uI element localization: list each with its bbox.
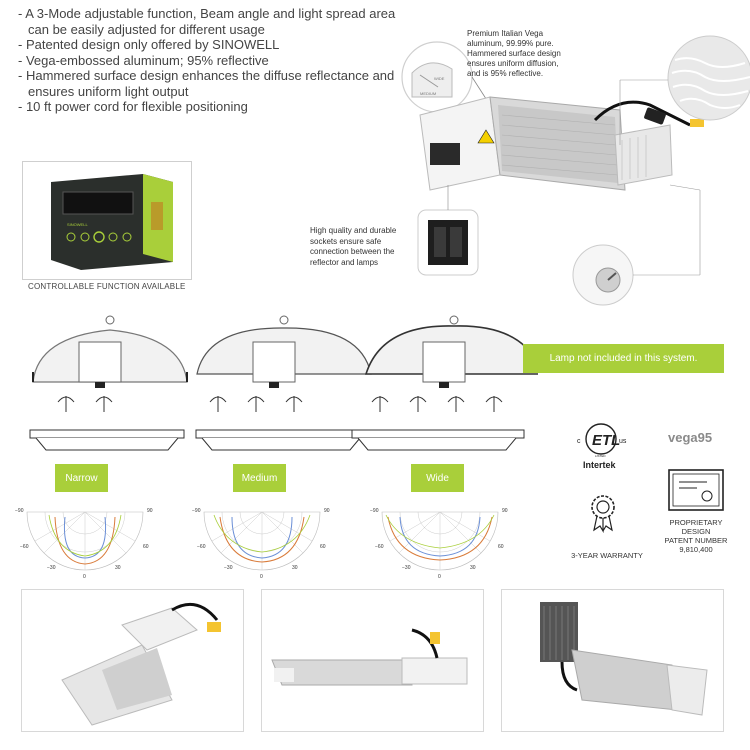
controller-box: [22, 161, 192, 280]
tick-label: 60: [320, 544, 326, 550]
controller-caption: CONTROLLABLE FUNCTION AVAILABLE: [28, 282, 186, 291]
feature-item: - 10 ft power cord for flexible positioning: [18, 99, 398, 115]
etl-listed: LISTED: [595, 454, 606, 458]
tick-label: −90: [370, 508, 379, 514]
controller-image: [23, 162, 191, 279]
tick-label: 60: [498, 544, 504, 550]
inset-label-wide: WIDE: [434, 76, 445, 81]
mode-label-wide: Wide: [411, 464, 464, 492]
tick-label: −90: [192, 508, 201, 514]
tick-label: −60: [197, 544, 206, 550]
tick-label: 30: [292, 565, 298, 571]
feature-item: - Hammered surface design enhances the diffuse reflectance and ensures uniform light output: [18, 68, 398, 99]
lamp-notice-banner: Lamp not included in this system.: [523, 344, 724, 373]
tick-label: −60: [20, 544, 29, 550]
inset-label-medium: MEDIUM: [420, 91, 437, 96]
aluminum-callout: Premium Italian Vega aluminum, 99.99% pure. Hammered surface design ensures uniform diffusion, and is 95% reflective.: [467, 29, 561, 78]
certificate-icon: [667, 468, 725, 512]
warranty-label: 3-YEAR WARRANTY: [571, 551, 643, 560]
polar-wide: [370, 508, 508, 580]
tick-label: 0: [83, 574, 86, 580]
tick-label: −90: [15, 508, 24, 514]
tick-label: 30: [115, 565, 121, 571]
tick-label: 0: [260, 574, 263, 580]
tick-label: −30: [402, 565, 411, 571]
tick-label: −30: [224, 565, 233, 571]
etl-c: c: [577, 438, 581, 445]
sockets-callout: High quality and durable sockets ensure safe connection between the reflector and lamps: [310, 226, 397, 267]
patent-line: PATENT NUMBER: [664, 536, 728, 545]
tick-label: 90: [147, 508, 153, 514]
tick-label: 90: [324, 508, 330, 514]
tick-label: 0: [438, 574, 441, 580]
product-photo-3: [501, 589, 724, 732]
polar-medium: [192, 508, 330, 580]
feature-item: - Vega-embossed aluminum; 95% reflective: [18, 53, 398, 69]
etl-logo-icon: [577, 424, 627, 470]
mode-medium-illustration: [196, 316, 371, 450]
tick-label: 60: [143, 544, 149, 550]
patent-line: PROPRIETARY: [669, 518, 723, 527]
tick-label: 30: [470, 565, 476, 571]
patent-number: 9,810,400: [679, 545, 713, 554]
intertek-label: Intertek: [583, 460, 616, 470]
vega95-logo: vega95: [668, 430, 713, 445]
product-photo-2: [261, 589, 484, 732]
mode-label-medium: Medium: [233, 464, 286, 492]
patent-text: [658, 518, 734, 554]
svg-text:ETL: ETL: [592, 432, 621, 449]
tick-label: 90: [502, 508, 508, 514]
mode-narrow-illustration: [30, 316, 187, 450]
warranty-badge-icon: [588, 492, 618, 534]
feature-item: - A 3-Mode adjustable function, Beam angle and light spread area can be easily adjusted for different usage: [18, 6, 398, 37]
tick-label: −30: [47, 565, 56, 571]
controller-brand: SINOWELL: [67, 222, 88, 227]
polar-narrow: [15, 508, 153, 580]
mode-illustrations: [18, 312, 538, 454]
mode-wide-illustration: [352, 316, 538, 450]
feature-list: [18, 6, 398, 115]
feature-item: - Patented design only offered by SINOWELL: [18, 37, 398, 53]
patent-line: DESIGN: [681, 527, 711, 536]
certification-logos: [565, 415, 740, 475]
tick-label: −60: [375, 544, 384, 550]
mode-label-narrow: Narrow: [55, 464, 108, 492]
polar-diagrams: [10, 500, 530, 582]
etl-us: us: [619, 438, 627, 445]
product-photo-1: [21, 589, 244, 732]
